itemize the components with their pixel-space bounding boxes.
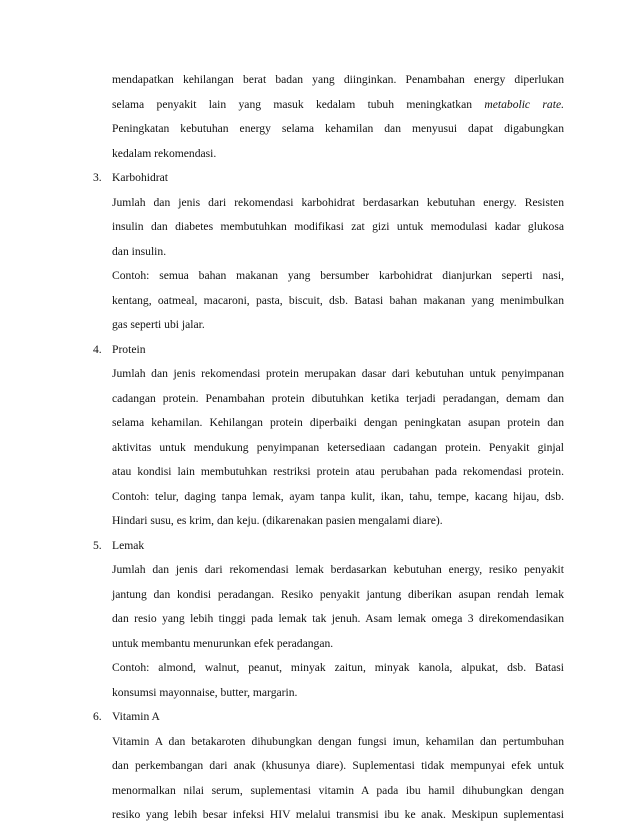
text-line: dan perkembangan dari anak (khusunya diare). Suplementasi tidak mempunyai efek untuk (112, 759, 564, 772)
text-line: Contoh: almond, walnut, peanut, minyak zaitun, minyak kanola, alpukat, dsb. Batasi (112, 661, 564, 674)
text-line: Peningkatan kebutuhan energy selama kehamilan dan menyusui dapat digabungkan (112, 122, 564, 135)
section-title: Protein (112, 343, 146, 356)
text-line: dan insulin. (112, 245, 167, 258)
text-line: menormalkan nilai serum, suplementasi vitamin A pada ibu hamil dihubungkan dengan (112, 784, 564, 797)
text-line: kedalam rekomendasi. (112, 147, 217, 160)
text-line: Jumlah dan jenis rekomendasi protein merupakan dasar dari kebutuhan untuk penyimpanan (112, 367, 564, 380)
section-number: 3. (93, 171, 102, 184)
text-line: Vitamin A dan betakaroten dihubungkan dengan fungsi imun, kehamilan dan pertumbuhan (112, 735, 564, 748)
section-title: Vitamin A (112, 710, 160, 723)
text-line: mendapatkan kehilangan berat badan yang diinginkan. Penambahan energy diperlukan (112, 73, 564, 86)
section-title: Karbohidrat (112, 171, 169, 184)
section-number: 6. (93, 710, 102, 723)
text-line: aktivitas untuk mendukung penyimpanan ketersediaan cadangan protein. Penyakit ginjal (112, 441, 564, 454)
text-line: cadangan protein. Penambahan protein dibutuhkan ketika terjadi peradangan, demam dan (112, 392, 564, 405)
text-line: Hindari susu, es krim, dan keju. (dikarenakan pasien mengalami diare). (112, 514, 443, 527)
text-line: konsumsi mayonnaise, butter, margarin. (112, 686, 298, 699)
text-line: Jumlah dan jenis dari rekomendasi lemak berdasarkan kebutuhan energy, resiko penyakit (112, 563, 564, 576)
text-line: atau kondisi lain membutuhkan restriksi protein atau perubahan pada rekomendasi protein. (112, 465, 564, 478)
section-number: 4. (93, 343, 102, 356)
text-line: untuk membantu menurunkan efek peradangan. (112, 637, 334, 650)
text-line (112, 98, 564, 112)
text-line: Contoh: semua bahan makanan yang bersumber karbohidrat dianjurkan seperti nasi, (112, 269, 564, 282)
section-number: 5. (93, 539, 102, 552)
text-line: insulin dan diabetes membutuhkan modifikasi zat gizi untuk memodulasi kadar glukosa (112, 220, 564, 233)
text-line: selama kehamilan. Kehilangan protein diperbaiki dengan peningkatan asupan protein dan (112, 416, 564, 429)
text-line: resiko yang lebih besar infeksi HIV melalui transmisi ibu ke anak. Meskipun suplementasi (112, 808, 564, 821)
italic-term: metabolic rate. (484, 98, 564, 111)
section-title: Lemak (112, 539, 145, 552)
text-line: Jumlah dan jenis dari rekomendasi karbohidrat berdasarkan kebutuhan energy. Resisten (112, 196, 564, 209)
text-span: selama penyakit lain yang masuk kedalam tubuh meningkatkan (112, 98, 473, 111)
text-line: Contoh: telur, daging tanpa lemak, ayam tanpa kulit, ikan, tahu, tempe, kacang hijau, dsb. (112, 490, 564, 503)
text-line: dan resio yang lebih tinggi pada lemak tak jenuh. Asam lemak omega 3 direkomendasikan (112, 612, 564, 625)
text-line: kentang, oatmeal, macaroni, pasta, biscuit, dsb. Batasi bahan makanan yang menimbulkan (112, 294, 564, 307)
text-line: gas seperti ubi jalar. (112, 318, 205, 331)
text-line: jantung dan kondisi peradangan. Resiko penyakit jantung diberikan asupan rendah lemak (112, 588, 564, 601)
